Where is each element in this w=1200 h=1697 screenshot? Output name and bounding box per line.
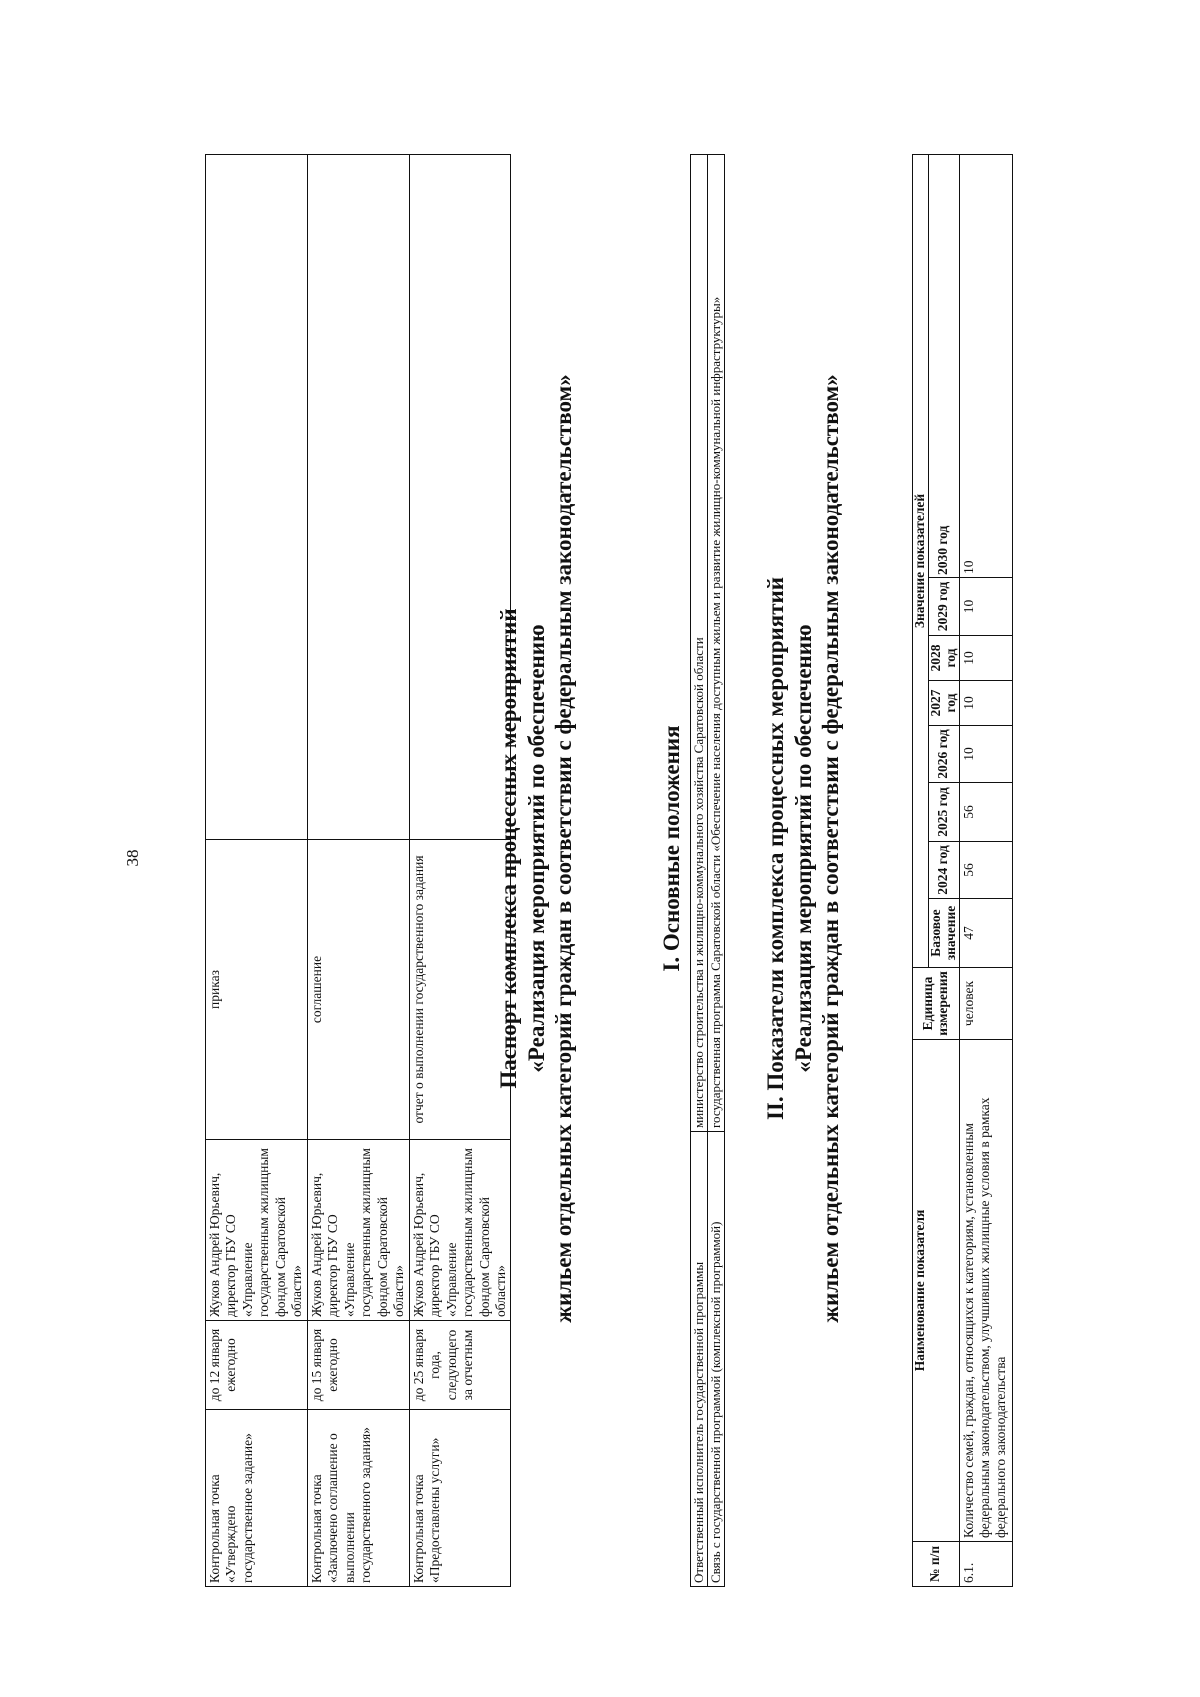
table-row: [206, 155, 308, 1587]
title-line: жильем отдельных категорий граждан в соответствии с федеральным законодательством»: [818, 374, 844, 1323]
indicator-value: 10: [959, 636, 1012, 681]
header-year: 2029 год: [928, 578, 959, 636]
control-point-responsible: Жуков Андрей Юрьевич, директор ГБУ СО «Управление государственным жилищным фондом Саратовской области»: [307, 1140, 409, 1321]
provision-value: государственная программа Саратовской области «Обеспечение населения доступным жильем и развитие жилищно-коммунальной инфраструктуры»: [707, 155, 724, 1132]
header-year: 2026 год: [928, 726, 959, 783]
basic-provisions-table: [690, 154, 725, 1587]
header-base: Базовое значение: [928, 899, 959, 968]
indicator-base: 47: [959, 899, 1012, 968]
title-line: II. Показатели комплекса процессных мероприятий: [763, 576, 788, 1121]
control-point-responsible: Жуков Андрей Юрьевич, директор ГБУ СО «Управление государственным жилищным фондом Саратовской области»: [206, 1140, 308, 1321]
title-line: «Реализация мероприятий по обеспечению: [523, 624, 549, 1073]
passport-title: [495, 0, 578, 1697]
title-line: «Реализация мероприятий по обеспечению: [790, 624, 816, 1073]
indicator-name: Количество семей, граждан, относящихся к категориям, установленным федеральным законодательством, улучшивших жилищные условия в рамках федерального законодательства: [959, 1040, 1012, 1542]
control-point-deadline: до 25 января года, следующего за отчетным: [409, 1321, 511, 1410]
header-year: 2030 год: [928, 154, 959, 577]
control-point-name: Контрольная точка «Предоставлены услуги»: [409, 1410, 511, 1587]
table-row: [707, 155, 724, 1587]
provision-label: Ответственный исполнитель государственной программы: [691, 1132, 708, 1587]
control-point-document: приказ: [206, 840, 308, 1140]
empty-cell: [307, 155, 409, 840]
table-row: [691, 155, 708, 1587]
indicator-value: 10: [959, 726, 1012, 783]
indicator-value: 56: [959, 842, 1012, 899]
title-line: Паспорт комплекса процессных мероприятий: [496, 608, 521, 1089]
indicator-value: 10: [959, 681, 1012, 726]
header-values-group: Значение показателей: [913, 154, 929, 967]
indicator-num: 6.1.: [959, 1542, 1012, 1587]
header-year: 2028 год: [928, 636, 959, 681]
control-point-document: отчет о выполнении государственного задания: [409, 840, 511, 1140]
control-point-responsible: Жуков Андрей Юрьевич, директор ГБУ СО «Управление государственным жилищным фондом Саратовской области»: [409, 1140, 511, 1321]
header-unit: Единица измерения: [913, 968, 960, 1040]
header-num: № п/п: [913, 1542, 960, 1587]
header-year: 2024 год: [928, 842, 959, 899]
page-number: 38: [123, 849, 142, 867]
table-header-row: [913, 154, 929, 1586]
indicator-unit: человек: [959, 968, 1012, 1040]
indicator-value: 10: [959, 154, 1012, 577]
section-2-title: [762, 0, 845, 1697]
indicator-value: 56: [959, 783, 1012, 842]
indicators-table: [912, 154, 1013, 1587]
header-name: Наименование показателя: [913, 1040, 960, 1542]
empty-cell: [206, 155, 308, 840]
table-row: [307, 155, 409, 1587]
control-point-name: Контрольная точка «Утверждено государственное задание»: [206, 1410, 308, 1587]
control-point-deadline: до 15 января ежегодно: [307, 1321, 409, 1410]
provision-label: Связь с государственной программой (комплексной программой): [707, 1132, 724, 1587]
control-point-name: Контрольная точка «Заключено соглашение о выполнении государственного задания»: [307, 1410, 409, 1587]
header-year: 2027 год: [928, 681, 959, 726]
provision-value: министерство строительства и жилищно-коммунального хозяйства Саратовской области: [691, 155, 708, 1132]
control-point-deadline: до 12 января ежегодно: [206, 1321, 308, 1410]
control-point-document: соглашение: [307, 840, 409, 1140]
section-1-heading: I. Основные положения: [659, 725, 684, 972]
table-row: [959, 154, 1012, 1586]
indicator-value: 10: [959, 578, 1012, 636]
title-line: жильем отдельных категорий граждан в соответствии с федеральным законодательством»: [551, 374, 577, 1323]
header-year: 2025 год: [928, 783, 959, 842]
control-points-table: [205, 154, 511, 1587]
